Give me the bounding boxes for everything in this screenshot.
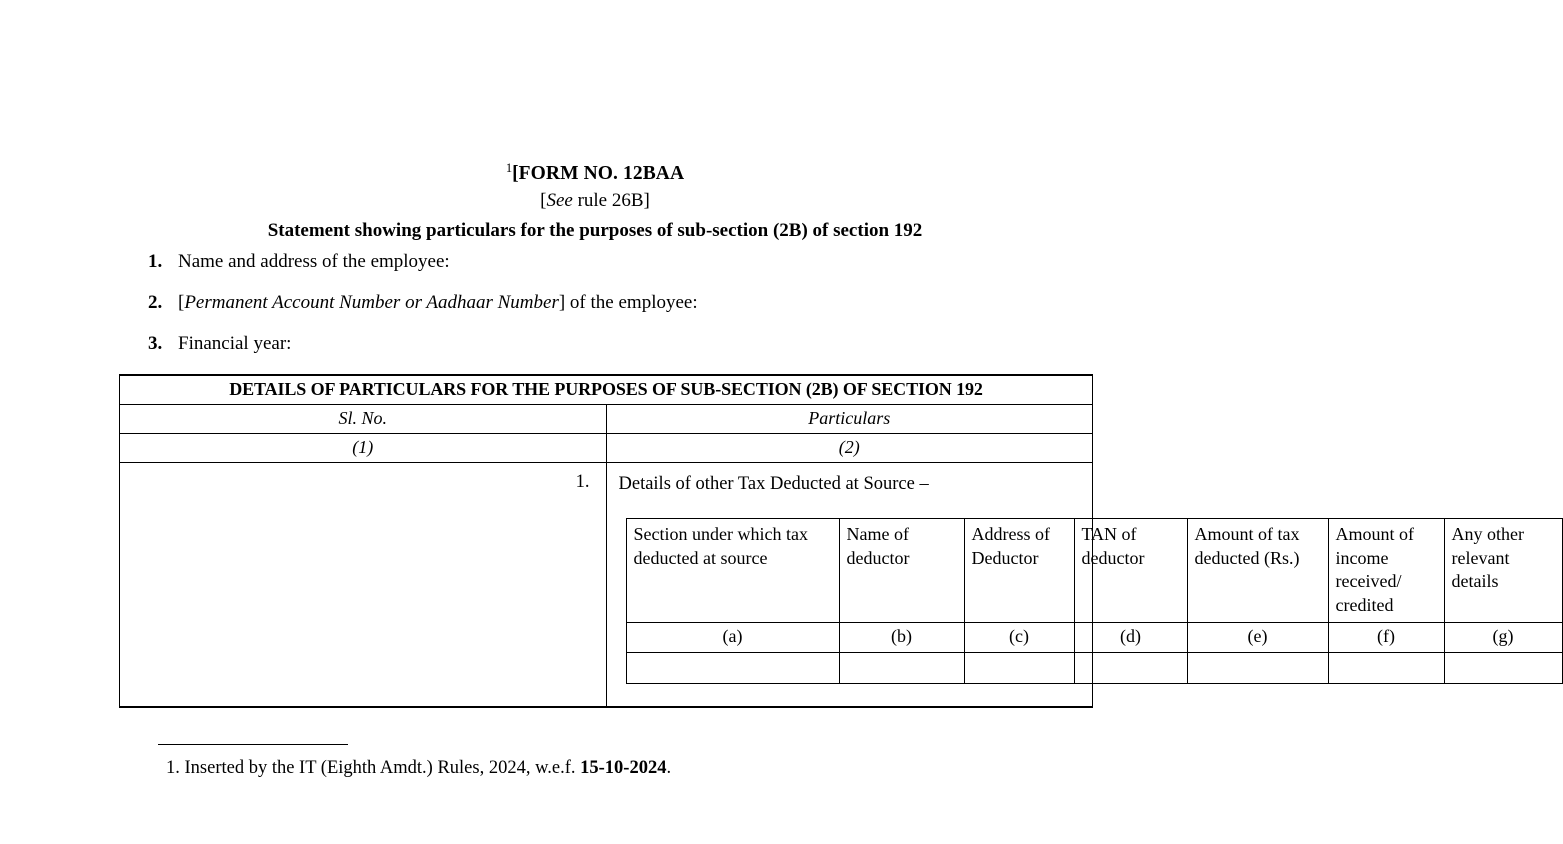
rule-reference-rest: rule 26B] <box>572 190 650 211</box>
tds-cell-amount-of-tax-deducted[interactable] <box>1187 652 1328 683</box>
tds-header-section: Section under which tax deducted at source <box>626 519 839 623</box>
list-item-2-number: 2. <box>148 292 163 313</box>
statement-subtitle: Statement showing particulars for the purposes of sub-section (2B) of section 192 <box>267 220 923 241</box>
tds-header-amount-of-tax-deducted: Amount of tax deducted (Rs.) <box>1187 519 1328 623</box>
tds-details-table <box>626 518 1563 684</box>
table-column-number-row <box>120 434 1093 463</box>
tds-header-row <box>626 519 1562 623</box>
footnote-block <box>158 744 1058 780</box>
tds-header-address-of-deductor: Address of Deductor <box>964 519 1074 623</box>
table-header-row <box>120 405 1093 434</box>
tds-header-tan-of-deductor: TAN of deductor <box>1074 519 1187 623</box>
tds-cell-section[interactable] <box>626 652 839 683</box>
pan-aadhaar-italic: Permanent Account Number or Aadhaar Number <box>184 292 559 313</box>
column-number-2: (2) <box>606 434 1093 463</box>
row-particulars-cell <box>606 463 1524 708</box>
table-band-title: DETAILS OF PARTICULARS FOR THE PURPOSES OF SUB-SECTION (2B) OF SECTION 192 <box>120 375 1093 405</box>
tds-letter-b: (b) <box>839 623 964 653</box>
footnote-text-after: . <box>666 758 672 778</box>
list-item-1-number: 1. <box>148 251 163 272</box>
tds-letter-f: (f) <box>1328 623 1444 653</box>
column-header-particulars: Particulars <box>606 405 1093 434</box>
tds-letter-d: (d) <box>1074 623 1187 653</box>
list-item-1-label: Name and address of the employee: <box>178 251 450 272</box>
employee-details-list <box>148 250 1108 373</box>
table-band-row <box>120 375 1093 405</box>
column-number-1: (1) <box>120 434 607 463</box>
footnote-effective-date: 15-10-2024 <box>580 758 667 778</box>
rule-bracket-open: [ <box>540 190 547 211</box>
list-item-3 <box>148 332 1108 356</box>
tds-header-name-of-deductor: Name of deductor <box>839 519 964 623</box>
row-serial-number: 1. <box>120 463 607 708</box>
list-item-3-number: 3. <box>148 333 163 354</box>
pan-label-suffix: ] of the employee: <box>558 292 698 313</box>
table-row <box>120 463 1093 708</box>
tds-table-wrapper <box>619 518 1524 684</box>
footnote-marker: 1 <box>505 161 513 175</box>
form-title <box>0 155 1190 187</box>
tds-letter-e: (e) <box>1187 623 1328 653</box>
tds-cell-amount-of-income[interactable] <box>1328 652 1444 683</box>
tds-header-any-other-details: Any other relevant details <box>1444 519 1562 623</box>
pan-bracket-open: [ <box>178 292 185 313</box>
tds-cell-name-of-deductor[interactable] <box>839 652 964 683</box>
footnote-text-before: 1. Inserted by the IT (Eighth Amdt.) Rules, 2024, w.e.f. <box>166 758 581 778</box>
footnote-divider <box>158 744 348 745</box>
rule-see-word: See <box>546 190 573 211</box>
tds-cell-tan-of-deductor[interactable] <box>1074 652 1187 683</box>
tds-letter-c: (c) <box>964 623 1074 653</box>
column-header-sl-no: Sl. No. <box>120 405 607 434</box>
footnote-text <box>158 756 1058 780</box>
tds-data-row <box>626 652 1562 683</box>
tds-cell-any-other-details[interactable] <box>1444 652 1562 683</box>
document-heading <box>0 155 1190 244</box>
rule-reference <box>0 188 1190 214</box>
tds-letter-a: (a) <box>626 623 839 653</box>
list-item-3-label: Financial year: <box>178 333 292 354</box>
row-description: Details of other Tax Deducted at Source – <box>618 474 929 494</box>
tds-cell-address-of-deductor[interactable] <box>964 652 1074 683</box>
list-item-1 <box>148 250 1108 274</box>
tds-letter-row <box>626 623 1562 653</box>
form-title-text: [FORM NO. 12BAA <box>512 163 685 184</box>
tds-header-amount-of-income: Amount of income received/ credited <box>1328 519 1444 623</box>
tds-letter-g: (g) <box>1444 623 1562 653</box>
list-item-2 <box>148 291 1108 315</box>
particulars-table <box>119 374 1524 708</box>
list-item-2-label <box>178 291 1108 315</box>
